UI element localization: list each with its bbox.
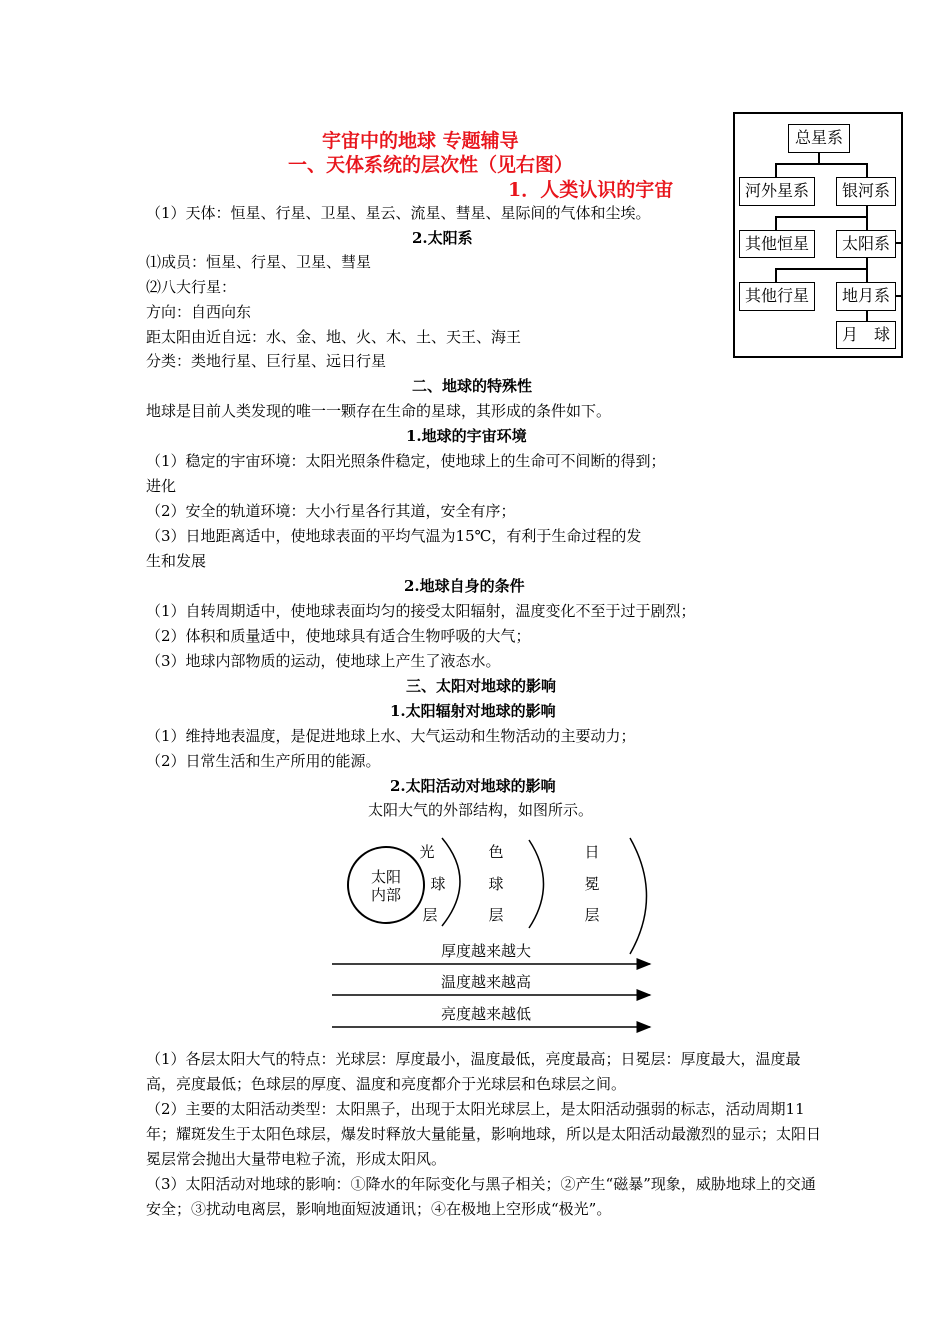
planet-classification: 分类：类地行星、巨行星、远日行星 <box>146 352 387 370</box>
chromosphere-arc <box>529 840 544 928</box>
tree-moon: 月 球 <box>836 321 896 349</box>
radiation-heading: 1.太阳辐射对地球的影响 <box>390 702 556 720</box>
cosmic-cond-1a: （1）稳定的宇宙环境：太阳光照条件稳定，使地球上的生命可不间断的得到； <box>146 452 666 470</box>
section1-title: 一、天体系统的层次性（见右图） <box>288 154 574 176</box>
tree-other-planets: 其他行星 <box>739 282 815 311</box>
self-cond-1: （1）自转周期适中，使地球表面均匀的接受太阳辐射，温度变化不至于过于剧烈； <box>146 602 696 620</box>
solar-system-heading: 2.太阳系 <box>412 229 473 247</box>
section2-intro: 地球是目前人类发现的唯一一颗存在生命的星球，其形成的条件如下。 <box>146 402 612 420</box>
arrow-label-temperature: 温度越来越高 <box>440 973 532 991</box>
radiation-1: （1）维持地表温度，是促进地球上水、大气运动和生物活动的主要动力； <box>146 727 636 745</box>
tree-milky-way: 银河系 <box>836 177 896 206</box>
tree-solar-system: 太阳系 <box>836 230 896 258</box>
sun-atmosphere-diagram <box>318 826 663 1036</box>
tree-root: 总星系 <box>788 124 850 153</box>
planet-direction: 方向：自西向东 <box>146 303 252 321</box>
celestial-hierarchy-diagram <box>733 112 903 358</box>
self-cond-heading: 2.地球自身的条件 <box>404 577 525 595</box>
photo-label-3: 层 <box>422 906 438 924</box>
celestial-bodies: （1）天体：恒星、行星、卫星、星云、流星、彗星、星际间的气体和尘埃。 <box>146 204 651 222</box>
eight-planets: ⑵八大行星： <box>146 278 237 296</box>
corona-label-1: 日 <box>584 843 600 861</box>
corona-label-2: 冕 <box>584 875 600 893</box>
solar-members: ⑴成员：恒星、行星、卫星、彗星 <box>146 253 372 271</box>
core-label-2: 内部 <box>370 886 402 904</box>
photo-label-1: 光 <box>419 843 435 861</box>
cosmic-cond-3b: 生和发展 <box>146 552 207 570</box>
cosmic-cond-2: （2）安全的轨道环境：大小行星各行其道，安全有序； <box>146 502 516 520</box>
subsection-title: 1．人类认识的宇宙 <box>508 179 674 201</box>
chromo-label-1: 色 <box>488 843 504 861</box>
corona-arc <box>630 838 647 954</box>
planet-order: 距太阳由近自远：水、金、地、火、木、土、天王、海王 <box>146 328 522 346</box>
section3-heading: 三、太阳对地球的影响 <box>406 677 557 695</box>
self-cond-2: （2）体积和质量适中，使地球具有适合生物呼吸的大气； <box>146 627 531 645</box>
cosmic-env-heading: 1.地球的宇宙环境 <box>406 427 527 445</box>
arrow-label-thickness: 厚度越来越大 <box>440 942 532 960</box>
cosmic-cond-3a: （3）日地距离适中，使地球表面的平均气温为15℃，有利于生命过程的发 <box>146 527 642 545</box>
paragraph-activity-types: （2）主要的太阳活动类型：太阳黑子，出现于太阳光球层上，是太阳活动强弱的标志，活动周期11年；耀斑发生于太阳色球层，爆发时释放大量能量，影响地球，所以是太阳活动最激烈的显示；太阳日冕层常会抛出大量带电粒子流，形成太阳风。 <box>146 1100 822 1168</box>
section2-heading: 二、地球的特殊性 <box>412 377 533 395</box>
core-label-1: 太阳 <box>370 868 402 886</box>
chromo-label-2: 球 <box>488 875 504 893</box>
self-cond-3: （3）地球内部物质的运动，使地球上产生了液态水。 <box>146 652 501 670</box>
tree-earth-moon: 地月系 <box>836 282 896 311</box>
radiation-2: （2）日常生活和生产所用的能源。 <box>146 752 381 770</box>
tree-extragalactic: 河外星系 <box>739 177 815 206</box>
tree-other-stars: 其他恒星 <box>739 230 815 258</box>
page-title: 宇宙中的地球 专题辅导 <box>322 130 519 152</box>
paragraph-layers: （1）各层太阳大气的特点：光球层：厚度最小，温度最低，亮度最高；日冕层：厚度最大，温度最高，亮度最低；色球层的厚度、温度和亮度都介于光球层和色球层之间。 <box>146 1050 801 1093</box>
corona-label-3: 层 <box>584 906 600 924</box>
arrow-label-brightness: 亮度越来越低 <box>440 1005 532 1023</box>
cosmic-cond-1b: 进化 <box>146 477 177 495</box>
chromo-label-3: 层 <box>488 906 504 924</box>
figure-caption: 太阳大气的外部结构，如图所示。 <box>368 801 594 819</box>
activity-heading: 2.太阳活动对地球的影响 <box>390 777 556 795</box>
paragraph-effects: （3）太阳活动对地球的影响：①降水的年际变化与黑子相关；②产生“磁暴”现象，威胁地球上的交通安全；③扰动电离层，影响地面短波通讯；④在极地上空形成“极光”。 <box>146 1175 816 1218</box>
photo-label-2: 球 <box>430 875 446 893</box>
